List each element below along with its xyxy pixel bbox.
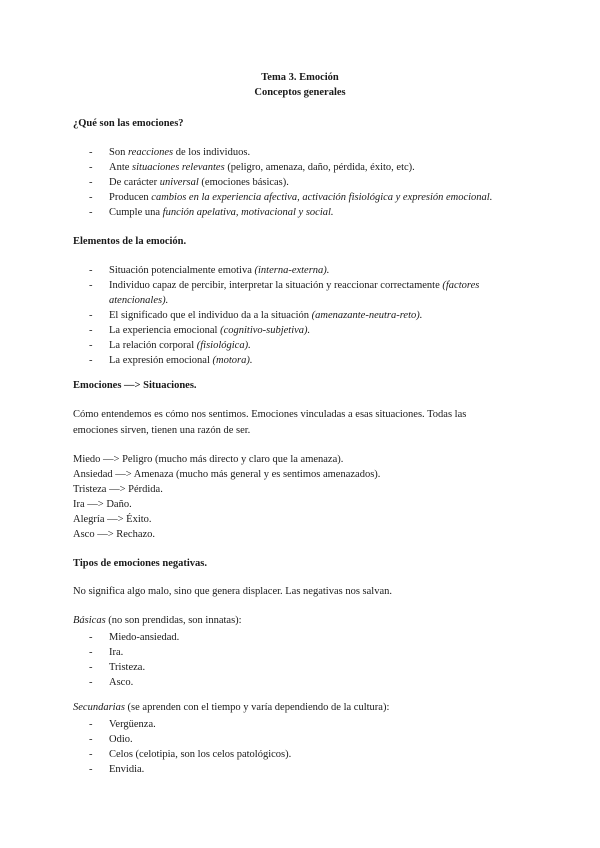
list-item: - Asco. xyxy=(89,677,134,688)
paragraph-line: emociones sirven, tienen una razón de ser. xyxy=(73,425,251,436)
list-item: - Producen cambios en la experiencia afectiva, activación fisiológica y expresión emocional. xyxy=(89,192,493,203)
list-item: - Tristeza. xyxy=(89,662,146,673)
document-subtitle: Conceptos generales xyxy=(254,87,346,98)
document-title: Tema 3. Emoción xyxy=(261,72,339,83)
list-item: - Situación potencialmente emotiva (interna-externa). xyxy=(89,265,330,276)
paragraph-line: No significa algo malo, sino que genera displacer. Las negativas nos salvan. xyxy=(73,586,392,597)
list-item: - Son reacciones de los individuos. xyxy=(89,147,251,158)
emotion-pair: Asco —> Rechazo. xyxy=(73,529,156,540)
list-elementos xyxy=(73,263,533,368)
list-basicas xyxy=(73,630,533,690)
list-item: - Ante situaciones relevantes (peligro, amenaza, daño, pérdida, éxito, etc). xyxy=(89,162,415,173)
basic-emotions-label: Básicas (no son prendidas, son innatas): xyxy=(73,615,242,626)
list-item: - De carácter universal (emociones básicas). xyxy=(89,177,289,188)
list-item: - Cumple una función apelativa, motivacional y social. xyxy=(89,207,334,218)
list-secundarias xyxy=(73,717,533,777)
list-item: - La expresión emocional (motora). xyxy=(89,355,253,366)
emotion-pair: Ansiedad —> Amenaza (mucho más general y es sentimos amenazados). xyxy=(73,469,381,480)
emotion-pair: Ira —> Daño. xyxy=(73,499,132,510)
section-heading-emociones-situaciones: Emociones —> Situaciones. xyxy=(73,380,197,391)
list-item: - Celos (celotipia, son los celos patológicos). xyxy=(89,749,292,760)
list-item: - Individuo capaz de percibir, interpretar la situación y reaccionar correctamente (factores atencionales). xyxy=(89,280,480,306)
list-item: - Envidia. xyxy=(89,764,145,775)
secondary-emotions-label: Secundarias (se aprenden con el tiempo y varía dependiendo de la cultura): xyxy=(73,702,390,713)
section-heading-tipos-negativas: Tipos de emociones negativas. xyxy=(73,558,207,569)
list-item: - La relación corporal (fisiológica). xyxy=(89,340,251,351)
list-item: - Miedo-ansiedad. xyxy=(89,632,180,643)
list-item: - Ira. xyxy=(89,647,124,658)
emotion-pair: Alegría —> Éxito. xyxy=(73,514,152,525)
emotion-pair: Tristeza —> Pérdida. xyxy=(73,484,163,495)
list-que-son xyxy=(73,145,533,220)
emotion-pair: Miedo —> Peligro (mucho más directo y claro que la amenaza). xyxy=(73,454,344,465)
list-item: - La experiencia emocional (cognitivo-subjetiva). xyxy=(89,325,311,336)
section-heading-elementos: Elementos de la emoción. xyxy=(73,236,187,247)
list-item: - Odio. xyxy=(89,734,133,745)
section-heading-que-son: ¿Qué son las emociones? xyxy=(73,118,184,129)
list-item: - Vergüenza. xyxy=(89,719,156,730)
paragraph-line: Cómo entendemos es cómo nos sentimos. Emociones vinculadas a esas situaciones. Todas las xyxy=(73,409,467,420)
list-item: - El significado que el individuo da a la situación (amenazante-neutra-reto). xyxy=(89,310,423,321)
